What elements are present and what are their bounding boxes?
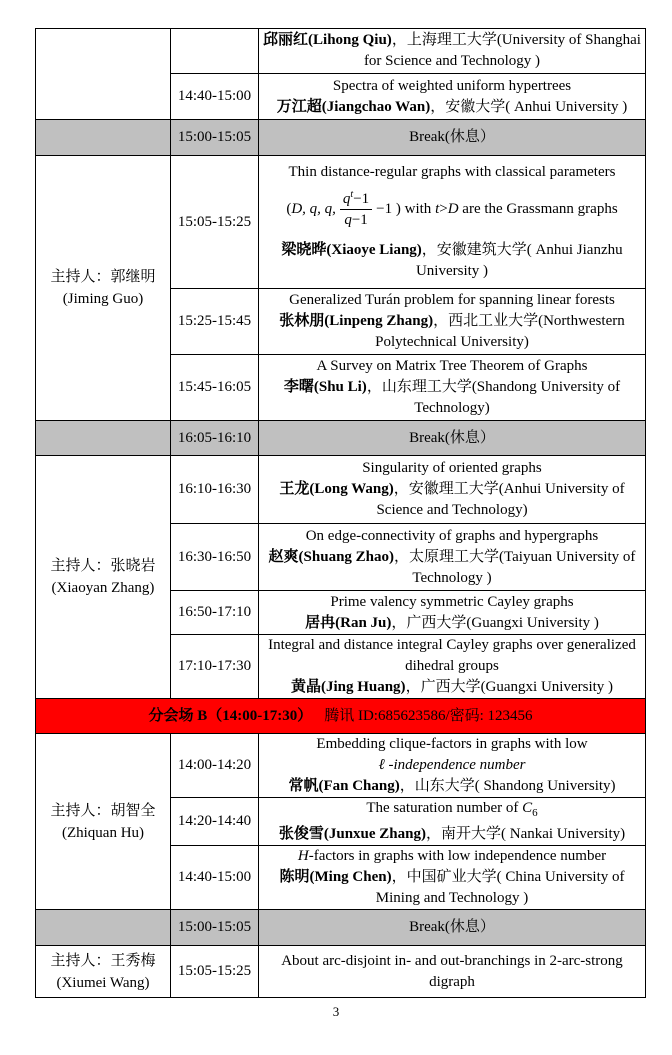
time-cell <box>171 591 259 635</box>
talk-speaker <box>263 240 641 282</box>
time-label: 14:00-14:20 <box>177 757 252 773</box>
speaker-affiliation: ，南开大学( Nankai University) <box>425 826 626 842</box>
chair-cell <box>36 456 171 699</box>
speaker-name: 张林朋(Linpeng Zhang) <box>279 313 434 329</box>
talk-cell <box>259 289 646 355</box>
break-time-cell <box>171 910 259 946</box>
speaker-affiliation: ，太原理工大学(Taiyuan University of Technology ) <box>394 548 636 586</box>
schedule-table <box>35 28 646 998</box>
time-label: 14:40-15:00 <box>177 869 252 885</box>
break-chair-cell <box>36 421 171 456</box>
session-b-title: 分会场 B（14:00-17:30） <box>148 707 313 724</box>
speaker-name: 李曙(Shu Li) <box>283 379 367 395</box>
time-label: 16:10-16:30 <box>177 481 252 497</box>
chair-cell <box>36 734 171 910</box>
time-cell <box>171 29 259 74</box>
frac-numerator-var: q <box>342 191 351 207</box>
talk-speaker <box>263 677 641 698</box>
break-label-cell: Break(休息） <box>259 421 646 456</box>
talk-speaker <box>263 867 641 909</box>
break-time-cell <box>171 421 259 456</box>
time-cell <box>171 946 259 998</box>
talk-speaker <box>263 613 641 634</box>
formula-after: −1 ) <box>376 200 401 217</box>
speaker-affiliation: ，安徽建筑大学( Anhui Jianzhu University ) <box>415 242 623 279</box>
speaker-affiliation: ，安徽理工大学(Anhui University of Science and Technology) <box>376 481 625 518</box>
talk-speaker <box>263 377 641 419</box>
chair-name-en: (Zhiquan Hu) <box>61 824 145 841</box>
formula-open: ( <box>286 200 292 217</box>
talk-title: About arc-disjoint in- and out-branchings in 2-arc-strong digraph <box>281 952 623 990</box>
chair-name-en: (Xiumei Wang) <box>56 974 150 991</box>
break-label-cell: Break(休息） <box>259 910 646 946</box>
talk-title <box>263 798 641 824</box>
talk-cell <box>259 846 646 910</box>
speaker-name: 邱丽红(Lihong Qiu) <box>263 32 392 48</box>
time-cell <box>171 355 259 421</box>
speaker-affiliation: ，上海理工大学(University of Shanghai for Science and Technology ) <box>363 32 641 69</box>
break-row <box>36 120 646 156</box>
talk-title: Thin distance-regular graphs with classical parameters <box>288 164 616 180</box>
talk-cell <box>259 74 646 120</box>
talk-title-var: H <box>297 848 309 864</box>
talk-title: Integral and distance integral Cayley graphs over generalized dihedral groups <box>268 637 636 674</box>
talk-title: On edge-connectivity of graphs and hypergraphs <box>305 527 599 544</box>
talk-cell <box>259 156 646 289</box>
speaker-name: 赵爽(Shuang Zhao) <box>268 548 395 565</box>
talk-title-var: C <box>522 800 533 816</box>
talk-cell <box>259 635 646 699</box>
talk-title-text: -factors in graphs with low independence number <box>308 848 607 864</box>
speaker-name: 梁晓晔(Xiaoye Liang) <box>281 242 422 258</box>
time-label: 15:05-15:25 <box>177 213 252 230</box>
session-row <box>36 456 646 524</box>
time-label: 16:50-17:10 <box>177 604 252 620</box>
formula-gt: > <box>439 200 448 217</box>
talk-title: Generalized Turán problem for spanning linear forests <box>289 292 615 308</box>
break-row <box>36 421 646 456</box>
talk-cell <box>259 29 646 74</box>
chair-name: 主持人：张晓岩 <box>50 558 156 574</box>
banner-row <box>36 699 646 734</box>
frac-numerator-exp: t <box>350 189 354 200</box>
speaker-affiliation: ，广西大学(Guangxi University ) <box>391 614 599 631</box>
talk-title: Prime valency symmetric Cayley graphs <box>330 593 574 610</box>
frac-denominator-rest: −1 <box>351 212 368 228</box>
time-cell <box>171 635 259 699</box>
time-label: 17:10-17:30 <box>177 658 252 674</box>
talk-speaker <box>263 479 641 521</box>
session-row <box>36 734 646 798</box>
formula-args: D, q, q, <box>291 200 336 217</box>
fraction <box>340 185 372 230</box>
time-label: 15:00-15:05 <box>177 919 252 935</box>
break-time-cell <box>171 120 259 156</box>
time-label: 16:30-16:50 <box>177 548 252 565</box>
talk-cell <box>259 456 646 524</box>
time-cell <box>171 74 259 120</box>
session-row <box>36 946 646 998</box>
chair-cell <box>36 946 171 998</box>
speaker-name: 万江超(Jiangchao Wan) <box>276 98 431 115</box>
talk-cell <box>259 524 646 591</box>
frac-denominator-var: q <box>344 212 352 228</box>
speaker-affiliation: ，安徽大学( Anhui University ) <box>430 98 628 115</box>
talk-speaker <box>263 97 641 118</box>
time-cell <box>171 156 259 289</box>
talk-speaker <box>263 547 641 589</box>
talk-title-line2: ℓ -independence number <box>378 757 526 773</box>
session-row <box>36 156 646 289</box>
time-cell <box>171 456 259 524</box>
speaker-affiliation: ，西北工业大学(Northwestern Polytechnical University) <box>375 313 625 350</box>
talk-title: A Survey on Matrix Tree Theorem of Graphs <box>316 358 588 374</box>
chair-name-en: (Jiming Guo) <box>62 291 144 307</box>
time-label: 15:00-15:05 <box>177 129 252 145</box>
break-label-cell: Break(休息） <box>259 120 646 156</box>
formula-tail: are the Grassmann graphs <box>458 200 618 217</box>
talk-title <box>263 846 641 867</box>
formula-with: with <box>400 200 436 217</box>
talk-cell <box>259 946 646 998</box>
chair-name: 主持人：郭继明 <box>50 269 156 285</box>
formula-var-t: t <box>435 200 440 217</box>
time-cell <box>171 289 259 355</box>
talk-cell <box>259 591 646 635</box>
chair-name: 主持人：胡智全 <box>50 802 156 819</box>
speaker-name: 常帆(Fan Chang) <box>288 778 400 794</box>
chair-cell <box>36 156 171 421</box>
talk-title: Singularity of oriented graphs <box>362 460 542 476</box>
time-label: 14:40-15:00 <box>177 88 252 104</box>
talk-title-line1: Embedding clique-factors in graphs with low <box>316 736 588 752</box>
talk-speaker <box>263 311 641 353</box>
break-chair-cell <box>36 910 171 946</box>
talk-speaker <box>263 30 641 72</box>
speaker-name: 陈明(Ming Chen) <box>279 869 392 885</box>
break-chair-cell <box>36 120 171 156</box>
speaker-affiliation: ，广西大学(Guangxi University ) <box>405 679 614 695</box>
frac-numerator-rest: −1 <box>353 191 370 207</box>
talk-cell <box>259 355 646 421</box>
break-row <box>36 910 646 946</box>
talk-title-subscript: 6 <box>532 807 538 819</box>
time-cell <box>171 734 259 798</box>
talk-title: Spectra of weighted uniform hypertrees <box>332 77 572 94</box>
time-label: 15:25-15:45 <box>177 313 252 329</box>
speaker-affiliation: ，山东理工大学(Shandong University of Technology) <box>366 379 621 416</box>
time-label: 15:45-16:05 <box>177 379 252 395</box>
page-number: 3 <box>332 1004 340 1019</box>
talk-cell <box>259 734 646 798</box>
talk-title-text: The saturation number of <box>366 800 523 816</box>
talk-cell <box>259 798 646 846</box>
talk-title <box>263 734 641 776</box>
session-b-meeting-id: 腾讯 ID:685623586/密码: 123456 <box>324 707 533 724</box>
time-label: 15:05-15:25 <box>177 963 252 979</box>
speaker-affiliation: ，山东大学( Shandong University) <box>399 778 616 794</box>
chair-name-en: (Xiaoyan Zhang) <box>51 580 155 596</box>
speaker-affiliation: ，中国矿业大学( China University of Mining and Technology ) <box>375 869 625 906</box>
time-cell <box>171 846 259 910</box>
chair-name: 主持人：王秀梅 <box>50 952 156 969</box>
formula-var-d: D <box>447 200 459 217</box>
talk-speaker <box>263 776 641 797</box>
time-label: 16:05-16:10 <box>177 429 252 446</box>
talk-formula <box>263 187 641 232</box>
speaker-name: 王龙(Long Wang) <box>279 481 394 497</box>
session-b-banner <box>36 699 646 734</box>
chair-cell-empty <box>36 29 171 120</box>
speaker-name: 黄晶(Jing Huang) <box>290 679 406 695</box>
time-cell <box>171 524 259 591</box>
speaker-name: 张俊雪(Junxue Zhang) <box>278 826 426 842</box>
talk-speaker <box>263 824 641 845</box>
session-row <box>36 29 646 74</box>
time-label: 14:20-14:40 <box>177 813 252 829</box>
time-cell <box>171 798 259 846</box>
speaker-name: 居冉(Ran Ju) <box>305 614 392 631</box>
